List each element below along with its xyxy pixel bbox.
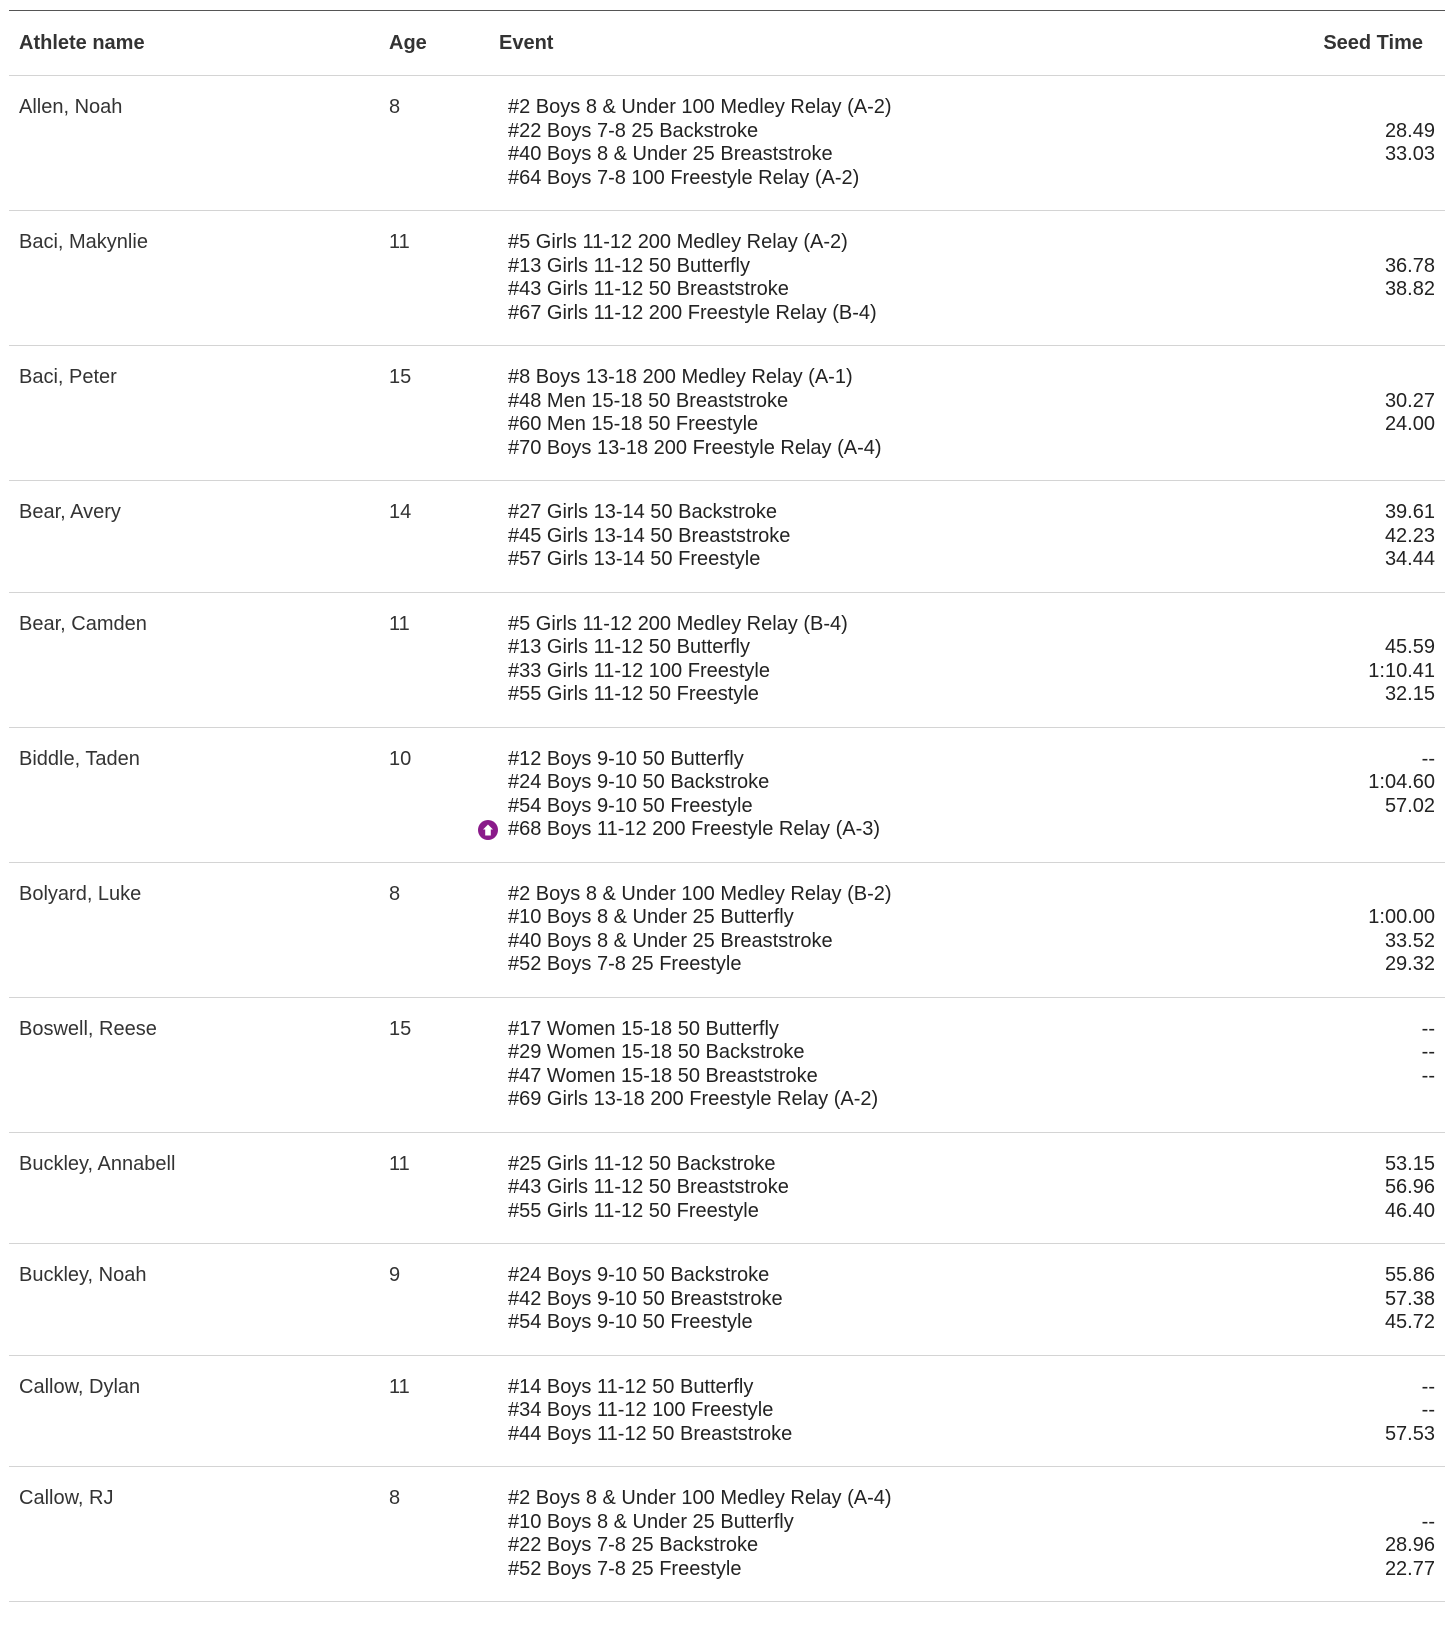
- event-label: #2 Boys 8 & Under 100 Medley Relay (B-2): [508, 882, 892, 905]
- event-label: #52 Boys 7-8 25 Freestyle: [508, 1557, 742, 1580]
- event-label: #22 Boys 7-8 25 Backstroke: [508, 1534, 759, 1556]
- event-entry: [508, 231, 1189, 255]
- seed-time: 33.03: [1384, 143, 1435, 165]
- event-entry: [508, 548, 1189, 572]
- athlete-age: 15: [379, 997, 489, 1132]
- athlete-age: 15: [379, 346, 489, 481]
- event-label: #42 Boys 9-10 50 Breaststroke: [508, 1287, 783, 1310]
- event-entry: [508, 525, 1189, 549]
- event-entry: [508, 1311, 1189, 1335]
- event-label: #27 Girls 13-14 50 Backstroke: [508, 501, 778, 523]
- event-entry: [508, 883, 1189, 907]
- athlete-name[interactable]: Buckley, Annabell: [9, 1132, 379, 1244]
- table-header: [9, 11, 1445, 76]
- event-label: #12 Boys 9-10 50 Butterfly: [508, 747, 744, 770]
- seed-time-list: [1189, 76, 1445, 211]
- seed-time: 53.15: [1384, 1152, 1435, 1175]
- event-label: #52 Boys 7-8 25 Freestyle: [508, 953, 742, 975]
- seed-time: [1199, 231, 1435, 255]
- athlete-age: 8: [379, 862, 489, 997]
- athlete-age: 11: [379, 211, 489, 346]
- athlete-entries-table: [9, 11, 1445, 1602]
- event-list: [489, 1467, 1189, 1602]
- event-label: #64 Boys 7-8 100 Freestyle Relay (A-2): [508, 166, 860, 189]
- event-label: #45 Girls 13-14 50 Breaststroke: [508, 524, 791, 547]
- seed-time: 39.61: [1384, 501, 1435, 523]
- athlete-row: [9, 727, 1445, 862]
- event-label: #13 Girls 11-12 50 Butterfly: [508, 254, 750, 277]
- athlete-age: 11: [379, 1355, 489, 1467]
- seed-time: 30.27: [1384, 389, 1435, 412]
- athlete-name[interactable]: Boswell, Reese: [9, 997, 379, 1132]
- event-entry: [508, 1558, 1189, 1582]
- event-entry: [508, 683, 1189, 707]
- athlete-row: [9, 76, 1445, 211]
- event-label: #17 Women 15-18 50 Butterfly: [508, 1017, 779, 1040]
- seed-time: 32.15: [1384, 683, 1435, 705]
- event-entry: [508, 818, 1189, 842]
- event-label: #54 Boys 9-10 50 Freestyle: [508, 794, 753, 817]
- event-entry: [508, 1376, 1189, 1400]
- event-entry: [508, 636, 1189, 660]
- event-list: [489, 727, 1189, 862]
- event-label: #43 Girls 11-12 50 Breaststroke: [508, 1176, 789, 1198]
- seed-time: 28.96: [1384, 1534, 1435, 1556]
- event-label: #60 Men 15-18 50 Freestyle: [508, 413, 759, 435]
- event-entry: [508, 437, 1189, 461]
- event-entry: [508, 143, 1189, 167]
- athlete-name[interactable]: Baci, Makynlie: [9, 211, 379, 346]
- seed-time-list: [1189, 211, 1445, 346]
- event-list: [489, 1132, 1189, 1244]
- event-list: [489, 592, 1189, 727]
- event-label: #34 Boys 11-12 100 Freestyle: [508, 1399, 774, 1421]
- seed-time: [1199, 366, 1435, 390]
- seed-time: 29.32: [1384, 953, 1435, 975]
- seed-time-list: [1189, 1467, 1445, 1602]
- event-label: #10 Boys 8 & Under 25 Butterfly: [508, 906, 794, 928]
- seed-time: 57.53: [1384, 1422, 1435, 1445]
- column-header-age[interactable]: Age: [379, 11, 489, 76]
- column-header-athlete-name[interactable]: Athlete name: [9, 11, 379, 76]
- event-label: #13 Girls 11-12 50 Butterfly: [508, 636, 750, 658]
- athlete-name[interactable]: Biddle, Taden: [9, 727, 379, 862]
- event-label: #8 Boys 13-18 200 Medley Relay (A-1): [508, 366, 853, 388]
- seed-time-list: [1189, 1244, 1445, 1356]
- seed-time: [1199, 167, 1435, 191]
- event-entry: [508, 1176, 1189, 1200]
- event-label: #48 Men 15-18 50 Breaststroke: [508, 389, 789, 412]
- event-label: #24 Boys 9-10 50 Backstroke: [508, 1264, 770, 1286]
- athlete-row: [9, 211, 1445, 346]
- event-entry: [508, 1018, 1189, 1042]
- event-label: #40 Boys 8 & Under 25 Breaststroke: [508, 929, 833, 952]
- event-label: #5 Girls 11-12 200 Medley Relay (B-4): [508, 612, 848, 635]
- event-entry: [508, 1041, 1189, 1065]
- event-entry: [508, 255, 1189, 279]
- seed-time: 57.38: [1384, 1287, 1435, 1310]
- seed-time-list: [1189, 727, 1445, 862]
- event-entry: [508, 366, 1189, 390]
- event-entry: [508, 953, 1189, 977]
- athlete-row: [9, 1244, 1445, 1356]
- event-entry: [508, 1288, 1189, 1312]
- event-entry: [508, 748, 1189, 772]
- seed-time-list: [1189, 346, 1445, 481]
- seed-time: 38.82: [1384, 278, 1435, 300]
- athlete-row: [9, 592, 1445, 727]
- seed-time: --: [1421, 1510, 1435, 1533]
- event-list: [489, 211, 1189, 346]
- event-label: #70 Boys 13-18 200 Freestyle Relay (A-4): [508, 436, 882, 459]
- seed-time-list: [1189, 592, 1445, 727]
- event-entry: [508, 120, 1189, 144]
- event-label: #5 Girls 11-12 200 Medley Relay (A-2): [508, 231, 848, 253]
- seed-time: --: [1421, 747, 1435, 770]
- event-label: #10 Boys 8 & Under 25 Butterfly: [508, 1510, 794, 1533]
- seed-time: [1199, 1487, 1435, 1511]
- athlete-age: 9: [379, 1244, 489, 1356]
- event-entry: [508, 613, 1189, 637]
- athlete-row: [9, 1467, 1445, 1602]
- athlete-name[interactable]: Callow, RJ: [9, 1467, 379, 1602]
- event-list: [489, 862, 1189, 997]
- event-label: #68 Boys 11-12 200 Freestyle Relay (A-3): [508, 818, 881, 840]
- seed-time: 28.49: [1384, 119, 1435, 142]
- event-entry: [508, 1264, 1189, 1288]
- event-label: #33 Girls 11-12 100 Freestyle: [508, 659, 770, 682]
- seed-time: --: [1421, 1399, 1435, 1421]
- seed-time: [1199, 302, 1435, 326]
- event-label: #43 Girls 11-12 50 Breaststroke: [508, 278, 789, 300]
- event-label: #29 Women 15-18 50 Backstroke: [508, 1041, 805, 1063]
- athlete-age: 10: [379, 727, 489, 862]
- seed-time: [1199, 818, 1435, 842]
- event-entry: [508, 906, 1189, 930]
- seed-time: 42.23: [1384, 524, 1435, 547]
- athlete-name[interactable]: Allen, Noah: [9, 76, 379, 211]
- event-entry: [508, 1153, 1189, 1177]
- event-entry: [508, 1534, 1189, 1558]
- seed-time: 22.77: [1384, 1557, 1435, 1580]
- athlete-name[interactable]: Buckley, Noah: [9, 1244, 379, 1356]
- athlete-age: 14: [379, 481, 489, 593]
- event-entry: [508, 302, 1189, 326]
- event-entry: [508, 1200, 1189, 1224]
- seed-time: [1199, 437, 1435, 461]
- seed-time: 33.52: [1384, 929, 1435, 952]
- event-entry: [508, 660, 1189, 684]
- event-label: #2 Boys 8 & Under 100 Medley Relay (A-2): [508, 96, 892, 118]
- athlete-name[interactable]: Bear, Camden: [9, 592, 379, 727]
- arrow-up-circle-icon: [478, 820, 498, 840]
- event-label: #55 Girls 11-12 50 Freestyle: [508, 683, 759, 705]
- event-entry: [508, 96, 1189, 120]
- event-entry: [508, 413, 1189, 437]
- event-entry: [508, 1399, 1189, 1423]
- seed-time: [1199, 1088, 1435, 1112]
- seed-time: 36.78: [1384, 254, 1435, 277]
- seed-time: [1199, 883, 1435, 907]
- seed-time: 1:10.41: [1368, 659, 1435, 682]
- event-list: [489, 76, 1189, 211]
- event-entry: [508, 390, 1189, 414]
- table-body: [9, 76, 1445, 1602]
- seed-time: [1199, 613, 1435, 637]
- event-entry: [508, 771, 1189, 795]
- event-entry: [508, 167, 1189, 191]
- seed-time-list: [1189, 997, 1445, 1132]
- header-row: [9, 11, 1445, 76]
- event-list: [489, 346, 1189, 481]
- event-entry: [508, 501, 1189, 525]
- seed-time: 34.44: [1384, 548, 1435, 570]
- seed-time-list: [1189, 1132, 1445, 1244]
- athlete-name[interactable]: Bear, Avery: [9, 481, 379, 593]
- seed-time-list: [1189, 481, 1445, 593]
- athlete-age: 8: [379, 76, 489, 211]
- seed-time-list: [1189, 1355, 1445, 1467]
- athlete-age: 8: [379, 1467, 489, 1602]
- event-label: #54 Boys 9-10 50 Freestyle: [508, 1311, 753, 1333]
- event-entry: [508, 1511, 1189, 1535]
- event-label: #47 Women 15-18 50 Breaststroke: [508, 1064, 818, 1087]
- event-label: #44 Boys 11-12 50 Breaststroke: [508, 1422, 793, 1445]
- seed-time: 1:00.00: [1368, 906, 1435, 928]
- event-label: #2 Boys 8 & Under 100 Medley Relay (A-4): [508, 1487, 892, 1509]
- athlete-age: 11: [379, 1132, 489, 1244]
- event-entry: [508, 1065, 1189, 1089]
- seed-time: --: [1421, 1375, 1435, 1398]
- event-label: #25 Girls 11-12 50 Backstroke: [508, 1152, 776, 1175]
- seed-time: --: [1421, 1041, 1435, 1063]
- athlete-name[interactable]: Baci, Peter: [9, 346, 379, 481]
- event-entry: [508, 795, 1189, 819]
- seed-time: 24.00: [1384, 413, 1435, 435]
- seed-time: [1199, 96, 1435, 120]
- athlete-row: [9, 1132, 1445, 1244]
- event-list: [489, 481, 1189, 593]
- event-label: #40 Boys 8 & Under 25 Breaststroke: [508, 143, 833, 165]
- seed-time: 56.96: [1384, 1176, 1435, 1198]
- athlete-name[interactable]: Bolyard, Luke: [9, 862, 379, 997]
- seed-time: --: [1421, 1017, 1435, 1040]
- seed-time: 57.02: [1384, 794, 1435, 817]
- event-list: [489, 1244, 1189, 1356]
- event-list: [489, 997, 1189, 1132]
- column-header-event[interactable]: Event: [489, 11, 1189, 76]
- seed-time-list: [1189, 862, 1445, 997]
- seed-time: 46.40: [1384, 1199, 1435, 1222]
- event-entry: [508, 1423, 1189, 1447]
- seed-time: 45.59: [1384, 636, 1435, 658]
- event-label: #22 Boys 7-8 25 Backstroke: [508, 119, 759, 142]
- event-label: #69 Girls 13-18 200 Freestyle Relay (A-2): [508, 1088, 879, 1110]
- event-entry: [508, 930, 1189, 954]
- seed-time: --: [1421, 1064, 1435, 1087]
- athlete-age: 11: [379, 592, 489, 727]
- seed-time: 1:04.60: [1368, 771, 1435, 793]
- seed-time: 45.72: [1384, 1311, 1435, 1333]
- athlete-row: [9, 1355, 1445, 1467]
- seed-time: 55.86: [1384, 1264, 1435, 1286]
- event-label: #57 Girls 13-14 50 Freestyle: [508, 548, 761, 570]
- event-label: #67 Girls 11-12 200 Freestyle Relay (B-4): [508, 301, 877, 324]
- athlete-row: [9, 346, 1445, 481]
- athlete-row: [9, 862, 1445, 997]
- athlete-row: [9, 997, 1445, 1132]
- event-label: #24 Boys 9-10 50 Backstroke: [508, 771, 770, 793]
- athlete-name[interactable]: Callow, Dylan: [9, 1355, 379, 1467]
- event-label: #14 Boys 11-12 50 Butterfly: [508, 1375, 754, 1398]
- event-entry: [508, 278, 1189, 302]
- event-list: [489, 1355, 1189, 1467]
- event-label: #55 Girls 11-12 50 Freestyle: [508, 1199, 759, 1222]
- event-entry: [508, 1487, 1189, 1511]
- event-entry: [508, 1088, 1189, 1112]
- athlete-row: [9, 481, 1445, 593]
- column-header-seed-time[interactable]: Seed Time: [1189, 11, 1445, 76]
